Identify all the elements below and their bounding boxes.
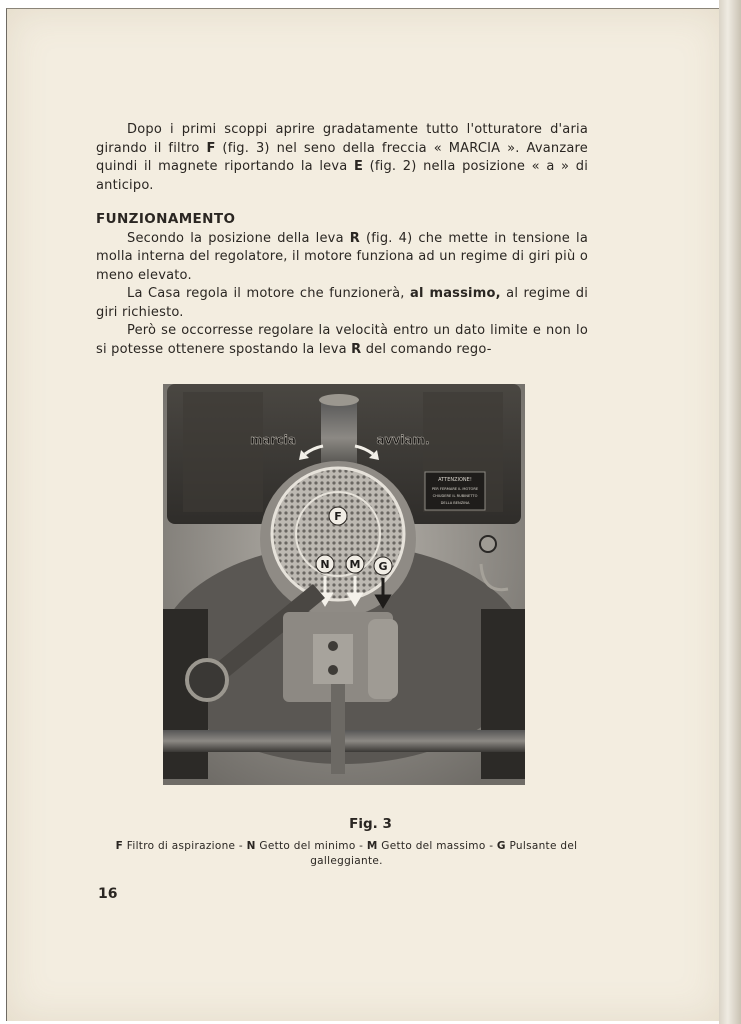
- page-number: 16: [98, 886, 118, 902]
- legend-key-m: M: [366, 840, 378, 852]
- intro-paragraph-block: [96, 121, 588, 195]
- legend-key-f: F: [115, 840, 124, 852]
- label-f: F: [334, 510, 342, 523]
- figure-caption-legend: [98, 839, 595, 869]
- label-g: G: [378, 560, 388, 573]
- legend-text-n: Getto del minimo -: [255, 840, 367, 852]
- section-paragraph-1: [96, 230, 588, 286]
- intro-text-3: (fig. 2) nella posizione « a » di anticipo.: [96, 159, 589, 193]
- intro-paragraph: [96, 121, 588, 195]
- plate-line-4: DELLA BENZINA: [440, 501, 470, 505]
- p3-key-r: R: [351, 341, 362, 357]
- section-heading: FUNZIONAMENTO: [96, 211, 236, 227]
- figure-caption-title: Fig. 3: [349, 816, 392, 832]
- p2-text-a: La Casa regola il motore che funzionerà,: [127, 286, 411, 301]
- label-avviam: avviam.: [376, 433, 430, 447]
- p2-key-massimo: al massimo,: [410, 286, 501, 301]
- legend-text-m: Getto del massimo -: [377, 840, 497, 852]
- plate-line-2: PER FERMARE IL MOTORE: [431, 487, 479, 491]
- p2-text-b: al regime di giri richiesto.: [96, 286, 589, 320]
- intro-key-e: E: [353, 159, 364, 174]
- p3-text-a: Però se occorresse regolare la velocità entro un dato limite e non lo si potesse ottenere spostando la leva: [96, 323, 588, 357]
- book-spine: [719, 0, 741, 1024]
- section-paragraph-3: [96, 322, 588, 359]
- plate-line-1: ATTENZIONE!: [438, 477, 472, 483]
- label-marcia: marcia: [250, 433, 296, 447]
- p1-key-r: R: [349, 230, 360, 246]
- label-m: M: [349, 558, 361, 571]
- p1-text-b: (fig. 4) che mette in tensione la molla interna del regolatore, il motore funziona ad un regime di giri più o meno elevato.: [96, 230, 588, 283]
- intro-text-2: (fig. 3) nel seno della freccia « MARCIA ». Avanzare quindi il magnete riportando la leva: [96, 140, 588, 174]
- section-paragraph-2: [96, 285, 588, 322]
- p1-text-a: Secondo la posizione della leva: [127, 230, 350, 246]
- section-block: [96, 210, 588, 359]
- intro-text-1: Dopo i primi scoppi aprire gradatamente tutto l'otturatore d'aria girando il filtro: [96, 122, 588, 156]
- legend-text-g: Pulsante del galleggiante.: [310, 840, 578, 867]
- legend-key-n: N: [246, 840, 256, 852]
- legend-text-f: Filtro di aspirazione -: [123, 840, 247, 852]
- plate-line-3: CHIUDERE IL RUBINETTO: [432, 494, 478, 498]
- engine-photograph: [163, 384, 525, 785]
- engine-photo-drawing: [163, 384, 525, 785]
- p3-text-b: del comando rego-: [361, 341, 492, 357]
- label-n: N: [320, 558, 330, 571]
- intro-key-f: F: [206, 140, 216, 156]
- legend-key-g: G: [496, 840, 506, 852]
